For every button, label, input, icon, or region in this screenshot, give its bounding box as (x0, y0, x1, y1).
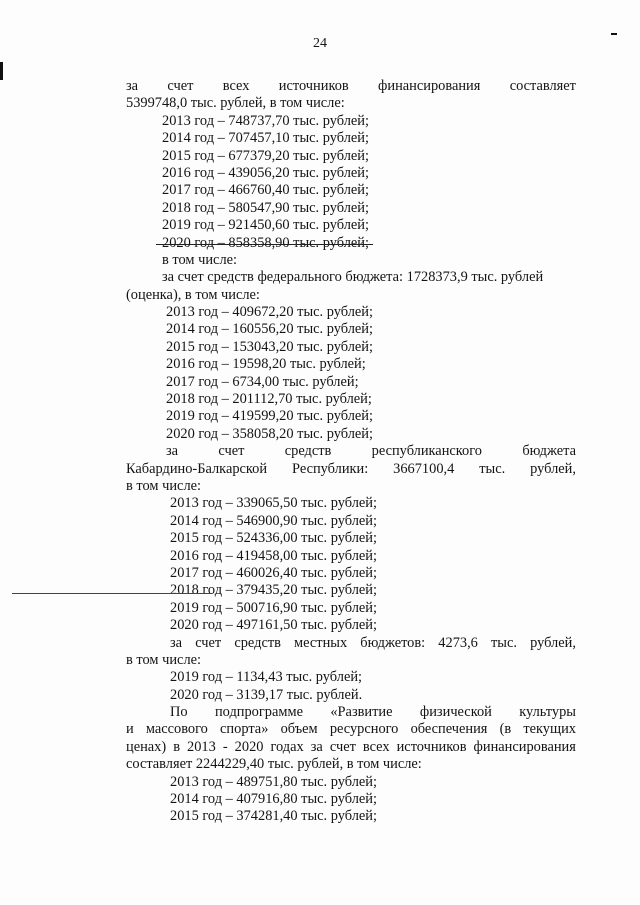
year-line: 2019 год – 419599,20 тыс. рублей; (166, 408, 373, 425)
year-line: 2020 год – 497161,50 тыс. рублей; (170, 617, 377, 634)
year-line: 2013 год – 489751,80 тыс. рублей; (170, 773, 377, 790)
year-line: 2017 год – 466760,40 тыс. рублей; (162, 182, 369, 199)
word: источников (396, 738, 467, 755)
scan-mark-right (611, 33, 617, 35)
year-line: 2014 год – 546900,90 тыс. рублей; (170, 512, 377, 529)
republic-line-2 (126, 461, 576, 478)
federal-line-2: (оценка), в том числе: (126, 286, 260, 303)
document-body (126, 78, 576, 826)
year-line: 2019 год – 921450,60 тыс. рублей; (162, 217, 369, 234)
word: подпрограмме (214, 704, 303, 721)
word: (в (499, 721, 512, 738)
word: тыс. (491, 634, 517, 651)
word: счет (329, 738, 356, 755)
scan-mark-left (0, 62, 3, 80)
word: 2020 (234, 738, 264, 755)
word: за (166, 443, 179, 460)
word: рублей, (530, 460, 576, 477)
year-line: 2016 год – 419458,00 тыс. рублей; (170, 547, 377, 564)
republic-line-3: в том числе: (126, 477, 202, 494)
year-line: 2015 год – 677379,20 тыс. рублей; (162, 147, 369, 164)
word: объем (280, 721, 318, 738)
subprogram-line-1 (126, 704, 576, 721)
year-line: 2018 год – 379435,20 тыс. рублей; (170, 582, 377, 599)
word: рублей, (530, 634, 576, 651)
year-line: 2019 год – 500716,90 тыс. рублей; (170, 599, 377, 616)
federal-line-1: за счет средств федерального бюджета: 1728373,9 тыс. рублей (162, 269, 544, 286)
subprogram-line-3 (126, 739, 576, 756)
in-that-number-line: в том числе: (162, 251, 238, 268)
word: обеспечения (410, 721, 488, 738)
year-line: 2015 год – 374281,40 тыс. рублей; (170, 808, 377, 825)
word: 4273,6 (438, 634, 478, 651)
word: спорта» (220, 721, 269, 738)
year-line-struck (126, 235, 576, 252)
word: средств (284, 443, 332, 460)
subprogram-line-4: составляет 2244229,40 тыс. рублей, в том числе: (126, 756, 422, 773)
word: бюджета (522, 443, 576, 460)
word: текущих (523, 721, 576, 738)
word: бюджетов: (360, 634, 426, 651)
word: массового (145, 721, 208, 738)
local-line-2: в том числе: (126, 651, 202, 668)
word: средств (234, 634, 281, 651)
year-line: 2016 год – 19598,20 тыс. рублей; (166, 356, 366, 373)
year-line: 2013 год – 748737,70 тыс. рублей; (162, 112, 369, 129)
word: - (222, 738, 228, 755)
year-line: 2014 год – 707457,10 тыс. рублей; (162, 130, 369, 147)
year-line: 2020 год – 3139,17 тыс. рублей. (170, 686, 363, 703)
scan-line (12, 593, 212, 594)
year-line: 2017 год – 460026,40 тыс. рублей; (170, 564, 377, 581)
word: годах (270, 738, 304, 755)
word: республиканского (371, 443, 482, 460)
local-line-1 (126, 635, 576, 652)
word: за (170, 634, 183, 651)
year-line: 2018 год – 201112,70 тыс. рублей; (166, 391, 372, 408)
year-line: 2018 год – 580547,90 тыс. рублей; (162, 199, 369, 216)
word: Республики: (292, 460, 369, 477)
word: всех (362, 738, 390, 755)
word: «Развитие (330, 704, 393, 721)
word: финансирования (473, 738, 576, 755)
republic-line-1 (126, 443, 576, 460)
page-number: 24 (313, 36, 327, 51)
word: культуры (519, 704, 576, 721)
word: 2013 (187, 738, 216, 755)
year-line: 2013 год – 409672,20 тыс. рублей; (166, 304, 373, 321)
year-line: 2019 год – 1134,43 тыс. рублей; (170, 669, 363, 686)
word: всех (222, 78, 250, 94)
subprogram-line-2 (126, 721, 576, 738)
word: счет (167, 78, 194, 94)
word: за (126, 78, 139, 94)
word: составляет (509, 78, 576, 94)
year-line: 2020 год – 358058,20 тыс. рублей; (166, 425, 373, 442)
word: ресурсного (329, 721, 399, 738)
year-line: 2014 год – 407916,80 тыс. рублей; (170, 791, 377, 808)
word: физической (419, 704, 492, 721)
year-line: 2014 год – 160556,20 тыс. рублей; (166, 321, 373, 338)
intro-line-2: 5399748,0 тыс. рублей, в том числе: (126, 95, 345, 112)
word: финансирования (378, 78, 481, 94)
word: 3667100,4 (393, 460, 455, 477)
year-line: 2016 год – 439056,20 тыс. рублей; (162, 164, 369, 181)
word: за (310, 738, 323, 755)
struck-text: 2020 год – 858358,90 тыс. рублей; (162, 234, 369, 251)
word: По (170, 704, 188, 721)
year-line: 2015 год – 153043,20 тыс. рублей; (166, 338, 373, 355)
word: счет (195, 634, 222, 651)
word: счет (218, 443, 245, 460)
word: Кабардино-Балкарской (126, 460, 268, 477)
word: и (126, 721, 134, 738)
word: местных (294, 634, 348, 651)
year-line: 2015 год – 524336,00 тыс. рублей; (170, 530, 377, 547)
word: ценах) (126, 738, 167, 755)
word: в (173, 738, 180, 755)
word: источников (278, 78, 349, 94)
word: тыс. (479, 460, 506, 477)
year-line: 2017 год – 6734,00 тыс. рублей; (166, 373, 359, 390)
intro-line-1 (126, 78, 576, 95)
year-line: 2013 год – 339065,50 тыс. рублей; (170, 495, 377, 512)
